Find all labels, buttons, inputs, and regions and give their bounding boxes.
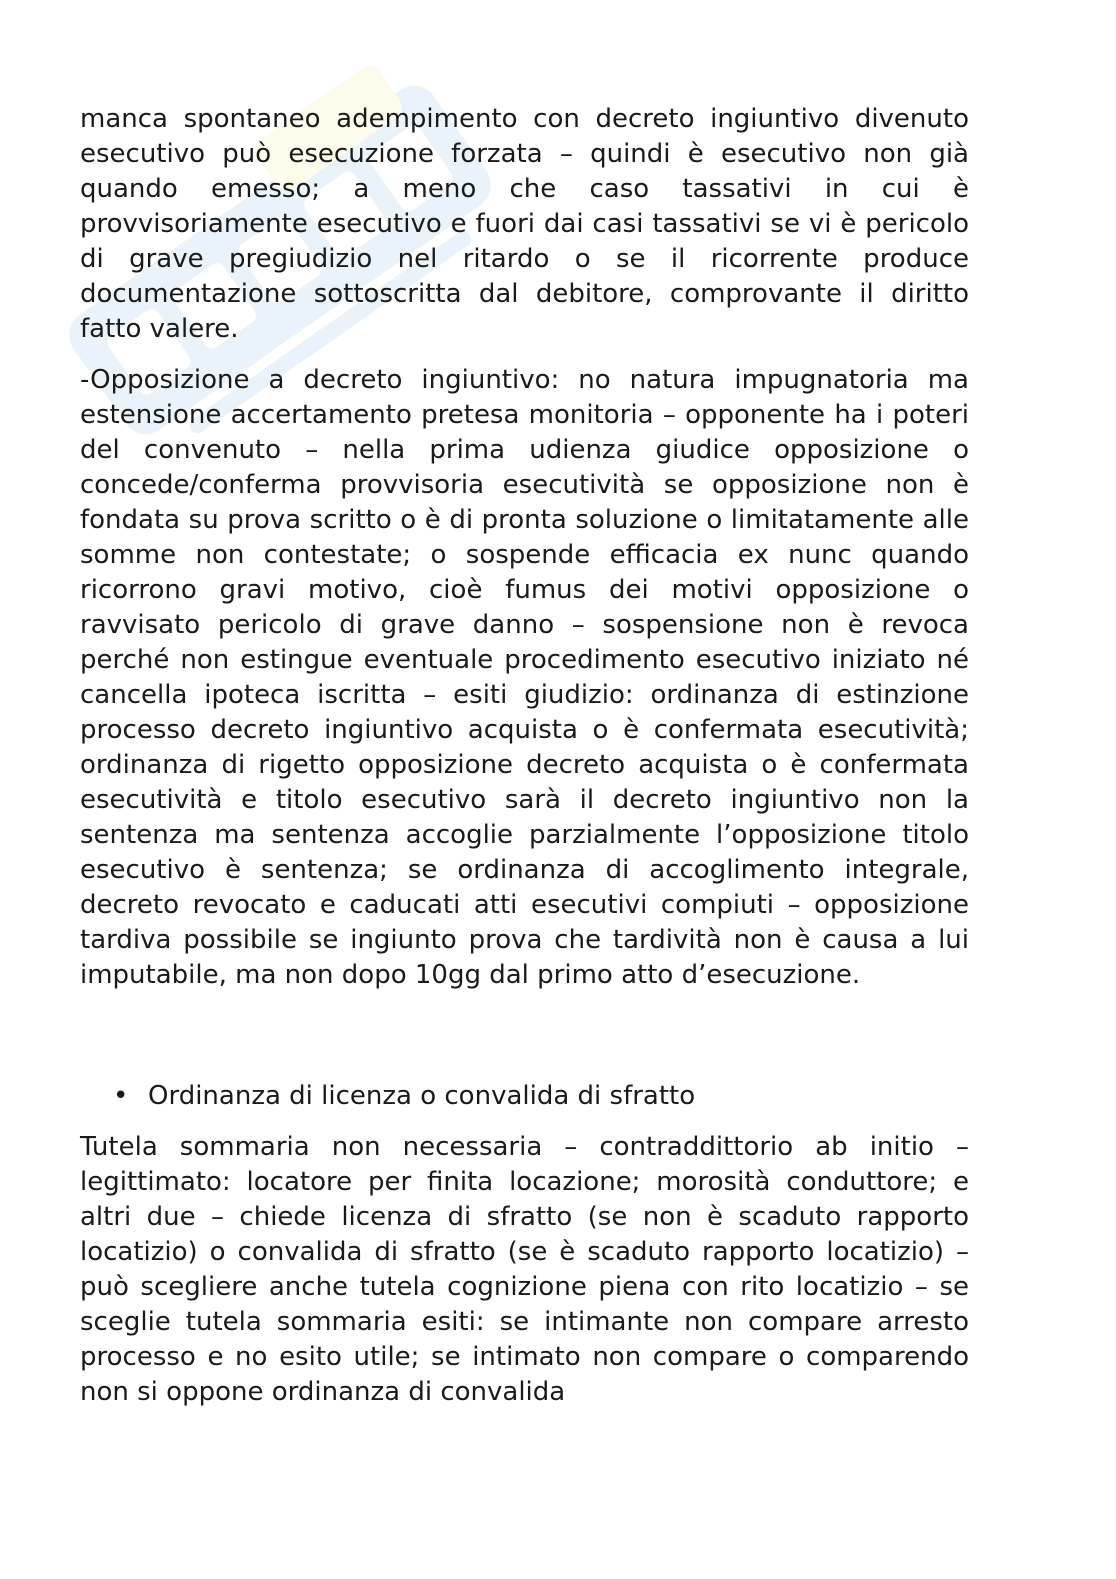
list-item-sfratto: [80, 1079, 969, 1114]
document-page: [80, 102, 969, 1426]
paragraph-opposizione-decreto: -Opposizione a decreto ingiuntivo: no natura impugnatoria ma estensione accertamento pretesa monitoria – opponente ha i poteri del convenuto – nella prima udienza giudice opposizione o concede/conferma provvisoria esecutività se opposizione non è fondata su prova scritto o è di pronta soluzione o limitatamente alle somme non contestate; o sospende efficacia ex nunc quando ricorrono gravi motivo, cioè fumus dei motivi opposizione o ravvisato pericolo di grave danno – sospensione non è revoca perché non estingue eventuale procedimento esecutivo iniziato né cancella ipoteca iscritta – esiti giudizio: ordinanza di estinzione processo decreto ingiuntivo acquista o è confermata esecutività; ordinanza di rigetto opposizione decreto acquista o è confermata esecutività e titolo esecutivo sarà il decreto ingiuntivo non la sentenza ma sentenza accoglie parzialmente l’opposizione titolo esecutivo è sentenza; se ordinanza di accoglimento integrale, decreto revocato e caducati atti esecutivi compiuti – opposizione tardiva possibile se ingiunto prova che tardività non è causa a lui imputabile, ma non dopo 10gg dal primo atto d’esecuzione.: [80, 365, 969, 990]
paragraph-decreto-esecutivo: manca spontaneo adempimento con decreto ingiuntivo divenuto esecutivo può esecuzione forzata – quindi è esecutivo non già quando emesso; a meno che caso tassativi in cui è provvisoriamente esecutivo e fuori dai casi tassativi se vi è pericolo di grave pregiudizio nel ritardo o se il ricorrente produce documentazione sottoscritta dal debitore, comprovante il diritto fatto valere.: [80, 104, 969, 344]
list-item-label: Ordinanza di licenza o convalida di sfratto: [148, 1081, 696, 1111]
bullet-list: [80, 1079, 969, 1114]
bullet-dot-icon: •: [113, 1081, 129, 1111]
section-spacer: [80, 1009, 969, 1079]
paragraph-tutela-sommaria: Tutela sommaria non necessaria – contraddittorio ab initio – legittimato: locatore per finita locazione; morosità conduttore; e altri due – chiede licenza di sfratto (se non è scaduto rapporto locatizio) o convalida di sfratto (se è scaduto rapporto locatizio) – può scegliere anche tutela cognizione piena con rito locatizio – se sceglie tutela sommaria esiti: se intimante non compare arresto processo e no esito utile; se intimato non compare o comparendo non si oppone ordinanza di convalida: [80, 1132, 969, 1407]
